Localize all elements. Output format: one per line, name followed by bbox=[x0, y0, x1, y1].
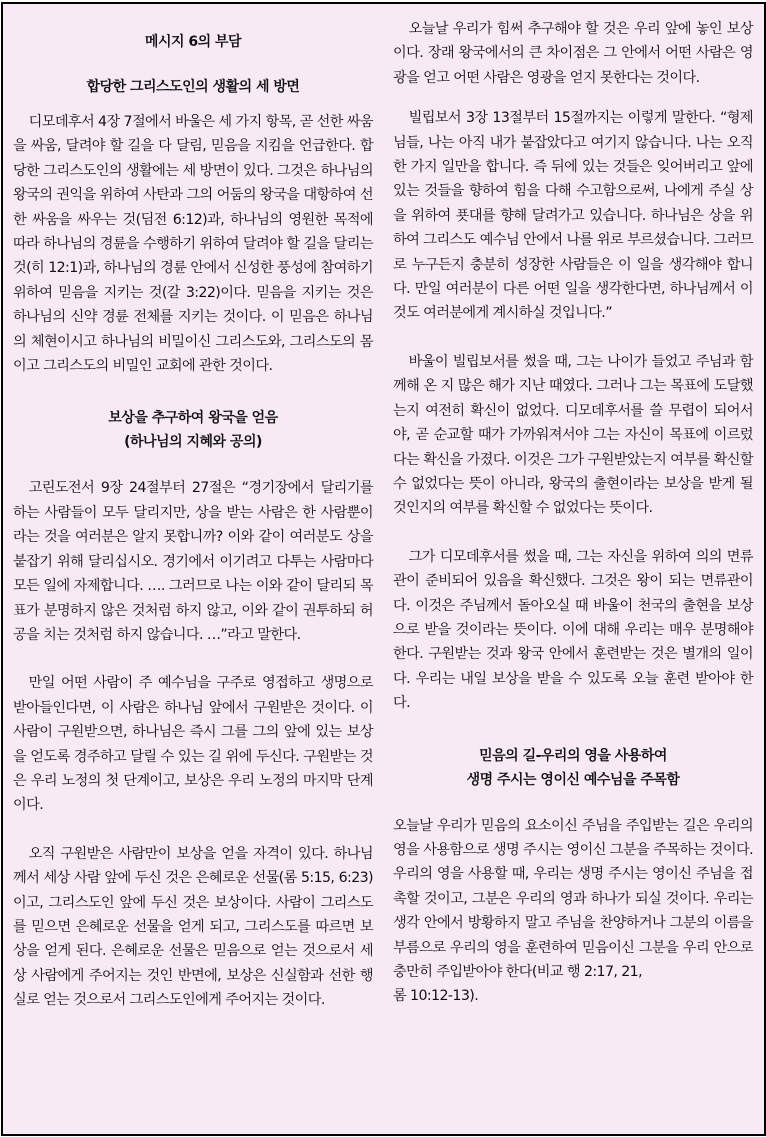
paragraph: 오늘날 우리가 믿음의 요소이신 주님을 주입받는 길은 우리의 영을 사용함으로 생명 주시는 영이신 그분을 주목하는 것이다. 우리의 영을 사용할 때, 우리는 생명 주시는 영이신 주님을 접촉할 것이고, 그분은 우리의 영과 하나가 되실 것이다. 우리는 생각 안에서 방황하지 말고 주님을 찬양하거나 그분의 이름을 부름으로 우리의 영을 훈련하여 믿음이신 그분을 우리 안으로 충만히 주입받아야 한다(비교 행 2:17, 21, bbox=[393, 817, 753, 980]
section-heading-reward-line1: 보상을 추구하여 왕국을 얻음 bbox=[108, 410, 278, 427]
paragraph: 디모데후서 4장 7절에서 바울은 세 가지 항목, 곧 선한 싸움을 싸움, 달려야 할 길을 다 달림, 믿음을 지킴을 언급한다. 합당한 그리스도인의 생활에는 세 방면이 있다. 그것은 하나님의 왕국의 권익을 위하여 사탄과 그의 어둠의 왕국을 대항하여 선한 싸움을 싸우는 것(딤전 6:12)과, 하나님의 영원한 목적에 따라 하나님의 경륜을 수행하기 위하여 달려야 할 길을 달리는 것(히 12:1)과, 하나님의 경륜 안에서 신성한 풍성에 참여하기 위하여 믿음을 지키는 것(갈 3:22)이다. 믿음을 지키는 것은 하나님의 신약 경륜 전체를 지키는 것이다. 이 믿음은 하나님의 체현이시고 하나님의 비밀이신 그리스도와, 그리스도의 몸이고 그리스도의 비밀인 교회에 관한 것이다. bbox=[13, 114, 373, 375]
left-column bbox=[13, 4, 373, 1013]
paragraph: 바울이 빌립보서를 썼을 때, 그는 나이가 들었고 주님과 함께해 온 지 많은 해가 지난 때였다. 그러나 그는 목표에 도달했는지 여전히 확신이 없었다. 디모데후서를 쓸 무렵이 되어서야, 곧 순교할 때가 가까워져서야 그는 자신이 목표에 이르렀다는 확신을 가졌다. 이것은 그가 구원받았는지 여부를 확신할 수 없었다는 뜻이 아니라, 왕국의 출현이라는 보상을 받게 될 것인지의 여부를 확신할 수 없었다는 뜻이다. bbox=[393, 353, 753, 517]
document-page bbox=[1, 2, 766, 1136]
right-column bbox=[393, 4, 753, 1009]
paragraph: 만일 어떤 사람이 주 예수님을 구주로 영접하고 생명으로 받아들인다면, 이 사람은 하나님 앞에서 구원받은 것이다. 이 사람이 구원받으면, 하나님은 즉시 그를 그의 앞에 있는 보상을 얻도록 경주하고 달릴 수 있는 길 위에 두신다. 구원받는 것은 우리 노정의 첫 단계이고, 보상은 우리 노정의 마지막 단계이다. bbox=[13, 675, 373, 814]
paragraph: 그가 디모데후서를 썼을 때, 그는 자신을 위하여 의의 면류관이 준비되어 있음을 확신했다. 그것은 왕이 되는 면류관이다. 이것은 주님께서 돌아오실 때 바울이 천국의 출현을 보상으로 받을 것이라는 뜻이다. 이에 대해 우리는 매우 분명해야 한다. 구원받는 것과 왕국 안에서 훈련받는 것은 별개의 일이다. 우리는 내일 보상을 받을 수 있도록 오늘 훈련 받아야 한다. bbox=[393, 548, 753, 712]
section-heading-way-of-faith-line2: 생명 주시는 영이신 예수님을 주목함 bbox=[466, 771, 680, 788]
paragraph: 빌립보서 3장 13절부터 15절까지는 이렇게 말한다. “형제님들, 나는 아직 내가 붙잡았다고 여기지 않습니다. 나는 오직 한 가지 일만을 합니다. 즉 뒤에 있는 것들은 잊어버리고 앞에 있는 것들을 향하여 힘을 다해 수고함으로써, 나에게 주실 상을 위하여 푯대를 향해 달려가고 있습니다. 하나님은 상을 위하여 그리스도 예수님 안에서 나를 위로 부르셨습니다. 그러므로 누구든지 충분히 성장한 사람들은 이 일을 생각해야 합니다. 만일 여러분이 다른 어떤 일을 생각한다면, 하나님께서 이것도 여러분에게 계시하실 것입니다.” bbox=[393, 110, 753, 322]
paragraph: 오늘날 우리가 힘써 추구해야 할 것은 우리 앞에 놓인 보상이다. 장래 왕국에서의 큰 차이점은 그 안에서 어떤 사람은 영광을 얻고 어떤 사람은 영광을 얻지 못한다는 것이다. bbox=[393, 21, 753, 86]
message-title: 메시지 6의 부담 bbox=[144, 34, 242, 50]
paragraph: 고린도전서 9장 24절부터 27절은 “경기장에서 달리기를 하는 사람들이 모두 달리지만, 상을 받는 사람은 한 사람뿐이라는 것을 여러분은 알지 못합니까? 이와 같이 여러분도 상을 붙잡기 위해 달리십시오. 경기에서 이기려고 다투는 사람마다 모든 일에 자제합니다. …. 그러므로 나는 이와 같이 달리되 목표가 분명하지 않은 것처럼 하지 않고, 이와 같이 권투하되 허공을 치는 것처럼 하지 않습니다. …”라고 말한다. bbox=[13, 480, 373, 643]
paragraph-end: 롬 10:12-13). bbox=[393, 988, 479, 1005]
paragraph: 오직 구원받은 사람만이 보상을 얻을 자격이 있다. 하나님께서 세상 사람 앞에 두신 것은 은혜로운 선물(롬 5:15, 6:23)이고, 그리스도인 앞에 두신 것은 보상이다. 사람이 그리스도를 믿으면 은혜로운 선물을 얻게 되고, 그리스도를 따르면 보상을 얻게 된다. 은혜로운 선물은 믿음으로 얻는 것으로서 세상 사람에게 주어지는 것인 반면에, 보상은 신실함과 선한 행실로 얻는 것으로서 그리스도인에게 주어지는 것이다. bbox=[13, 845, 373, 1009]
section-heading-three-aspects: 합당한 그리스도인의 생활의 세 방면 bbox=[86, 79, 300, 95]
section-heading-reward-line2: (하나님의 지혜와 공의) bbox=[124, 434, 262, 451]
section-heading-way-of-faith-line1: 믿음의 길-우리의 영을 사용하여 bbox=[479, 747, 667, 764]
